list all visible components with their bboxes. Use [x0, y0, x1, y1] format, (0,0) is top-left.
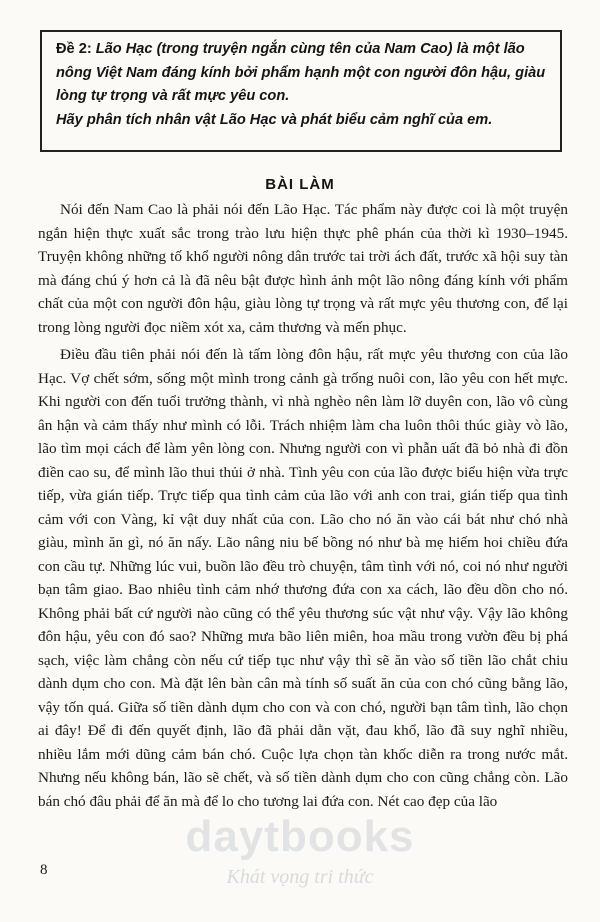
watermark-slogan: Khát vọng tri thức [226, 866, 374, 888]
page-number: 8 [40, 862, 48, 878]
essay-body [38, 198, 568, 813]
essay-heading: BÀI LÀM [265, 176, 335, 193]
assignment-prompt-text: Lão Hạc (trong truyện ngắn cùng tên của Nam Cao) là một lão nông Việt Nam đáng kính bởi phẩm hạnh một con người đôn hậu, giàu lòng tự trọng và rất mực yêu con. [56, 41, 546, 105]
assignment-label: Đề 2: [56, 41, 92, 57]
assignment-box [40, 30, 562, 152]
essay-paragraph: Nói đến Nam Cao là phải nói đến Lão Hạc. Tác phẩm này được coi là một truyện ngắn hiện thực xuất sắc trong trào lưu hiện thực phê phán của thời kì 1930–1945. Truyện không những tố khổ người nông dân trước tai trời ách đất, trước xã hội suy tàn mà đáng chú ý hơn cả là đã nêu bật được hình ảnh một lão nông đáng kính với phẩm chất của một con người đôn hậu, giàu lòng tự trọng và rất mực yêu thương con, để lại trong lòng người đọc niềm xót xa, cảm thương và mến phục. [38, 201, 568, 336]
assignment-prompt [56, 38, 550, 109]
assignment-instruction: Hãy phân tích nhân vật Lão Hạc và phát biểu cảm nghĩ của em. [56, 111, 493, 128]
watermark-brand: daytbooks [185, 812, 415, 861]
essay-paragraph: Điều đầu tiên phải nói đến là tấm lòng đôn hậu, rất mực yêu thương con của lão Hạc. Vợ chết sớm, sống một mình trong cảnh gà trống nuôi con, lão yêu con hết mực. Khi người con đến tuổi trưởng thành, vì nhà nghèo nên làm lỡ duyên con, lão vô cùng ân hận và cảm thấy như mình có lỗi. Trách nhiệm làm cha luôn thôi thúc giày vò lão, lão tìm mọi cách để làm yên lòng con. Nhưng người con vì phẫn uất đã bỏ nhà đi đồn điền cao su, để mình lão thui thủi ở nhà. Tình yêu con của lão được biểu hiện vừa trực tiếp, vừa gián tiếp. Trực tiếp qua tình cảm của lão với anh con trai, gián tiếp qua tình cảm với con Vàng, kỉ vật duy nhất của con. Lão cho nó ăn vào cái bát như chó nhà giàu, mình ăn gì, nó ăn nấy. Lão nâng niu bế bồng nó như bà mẹ hiếm hoi chiều đứa con cầu tự. Những lúc vui, buồn lão đều trò chuyện, tâm tình với nó, coi nó như người bạn tâm giao. Bao nhiêu tình cảm nhớ thương đứa con xa cách, lão đều dồn cho nó. Không phải bất cứ người nào cũng có thể yêu thương súc vật như vậy. Vậy lão không đôn hậu, yêu con đó sao? Những mưa bão liên miên, hoa mầu trong vườn đều bị phá sạch, việc làm chẳng còn nếu cứ tiếp tục như vậy thì sẽ ăn vào số tiền lão chắt chiu dành dụm cho con. Mà đặt lên bàn cân mà tính số suất ăn của con chó cũng bằng lão, vậy tốn quá. Giữa số tiền dành dụm cho con và con chó, người bạn tâm tình, lão chọn ai đây! Để đi đến quyết định, lão đã phải dằn vặt, đau khổ, lão đã suy nghĩ nhiều, nhiều lắm mới dũng cảm bán chó. Cuộc lựa chọn tàn khốc diễn ra trong nước mắt. Nhưng nếu không bán, lão sẽ chết, và số tiền dành dụm cho con cũng chẳng còn. Lão bán chó đâu phải để ăn mà để lo cho tương lai đứa con. Nét cao đẹp của lão [38, 346, 568, 810]
